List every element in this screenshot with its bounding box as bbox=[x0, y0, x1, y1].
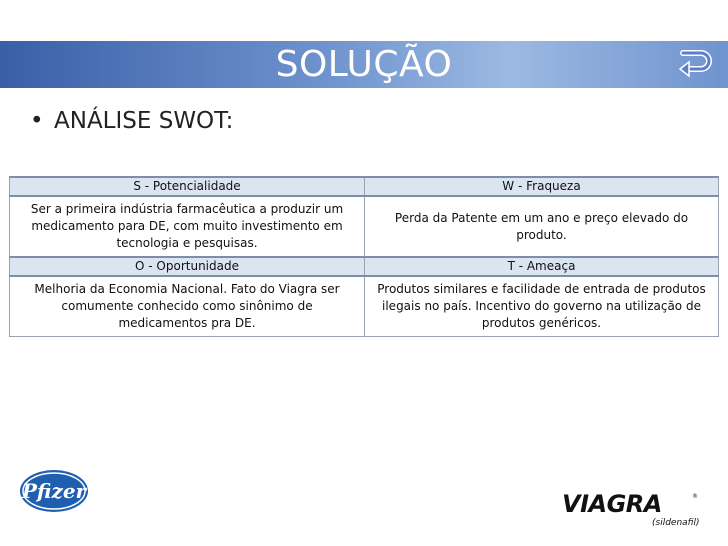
t-header: T - Ameaça bbox=[365, 257, 719, 276]
o-header: O - Oportunidade bbox=[10, 257, 365, 276]
return-arrow-icon[interactable] bbox=[677, 45, 713, 83]
viagra-logo bbox=[560, 486, 700, 528]
slide-title: SOLUÇÃO bbox=[275, 44, 453, 85]
table-row bbox=[10, 196, 719, 257]
table-row bbox=[10, 276, 719, 337]
bullet-text: ANÁLISE SWOT: bbox=[54, 108, 234, 134]
t-cell: Produtos similares e facilidade de entrada de produtos ilegais no país. Incentivo do governo na utilização de produtos genéricos. bbox=[365, 276, 719, 337]
w-header: W - Fraqueza bbox=[365, 177, 719, 196]
w-cell: Perda da Patente em um ano e preço elevado do produto. bbox=[365, 196, 719, 257]
svg-text:VIAGRA: VIAGRA bbox=[562, 490, 662, 518]
o-cell: Melhoria da Economia Nacional. Fato do Viagra ser comumente conhecido como sinônimo de medicamentos pra DE. bbox=[10, 276, 365, 337]
svg-text:®: ® bbox=[692, 493, 698, 500]
bullet-item bbox=[30, 108, 233, 134]
table-row bbox=[10, 257, 719, 276]
pfizer-logo bbox=[18, 467, 90, 515]
s-header: S - Potencialidade bbox=[10, 177, 365, 196]
table-row bbox=[10, 177, 719, 196]
swot-table bbox=[9, 176, 719, 337]
svg-text:Pfizer: Pfizer bbox=[21, 479, 87, 503]
svg-text:(sildenafil): (sildenafil) bbox=[652, 518, 700, 528]
s-cell: Ser a primeira indústria farmacêutica a produzir um medicamento para DE, com muito investimento em tecnologia e pesquisas. bbox=[10, 196, 365, 257]
bullet-dot: • bbox=[30, 108, 44, 134]
